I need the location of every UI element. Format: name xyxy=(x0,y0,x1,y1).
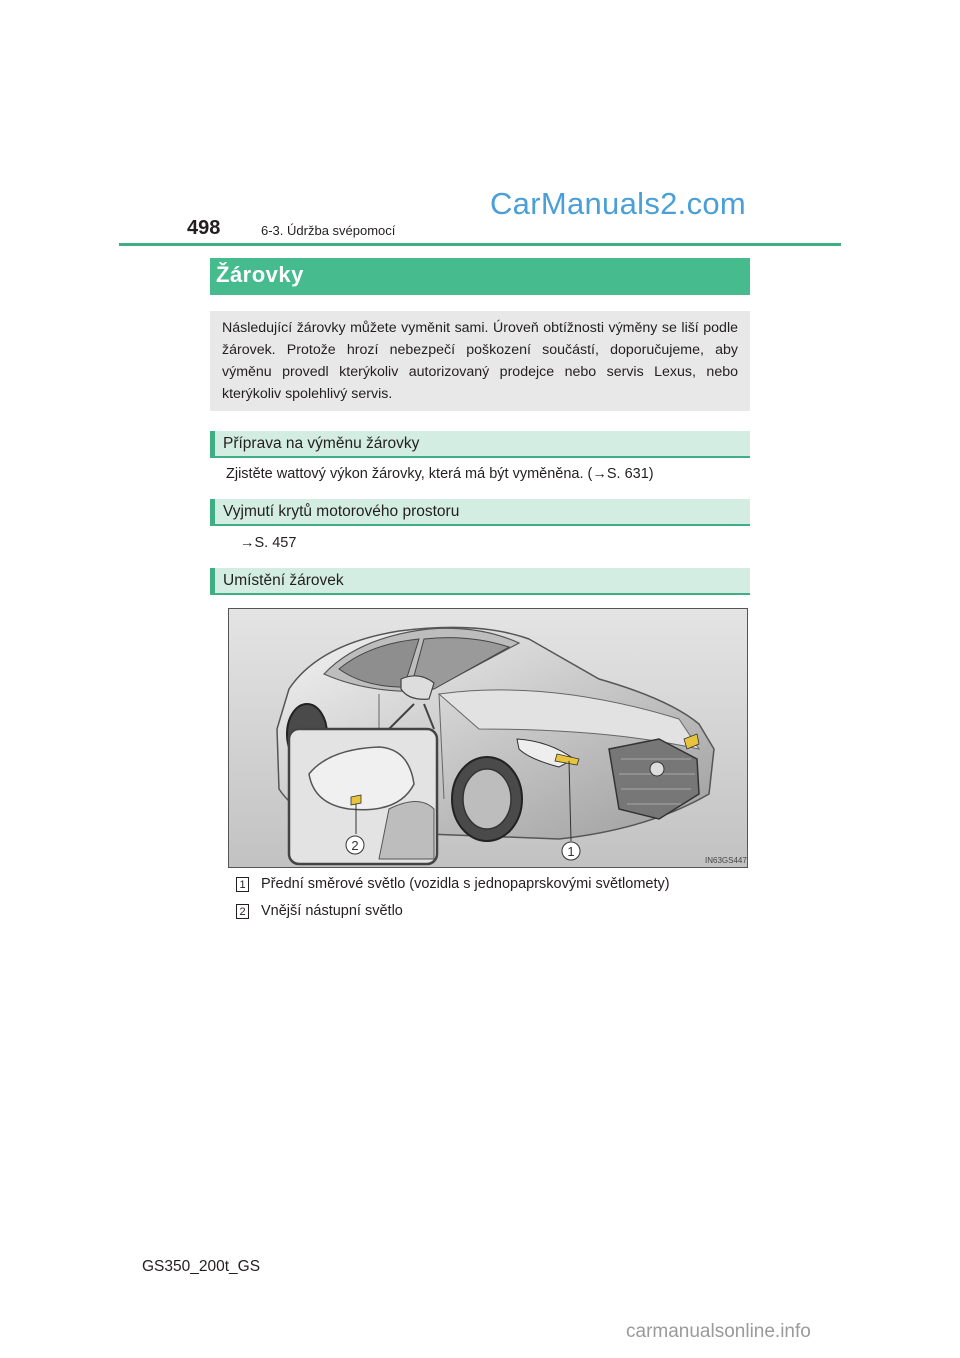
watermark-top[interactable]: CarManuals2.com xyxy=(490,186,747,221)
subsection-title-covers: Vyjmutí krytů motorového prostoru xyxy=(223,503,460,520)
subsection-title-preparation: Příprava na výměnu žárovky xyxy=(223,435,420,452)
section-title: 6-3. Údržba svépomocí xyxy=(261,223,396,238)
callout-2: 2 xyxy=(351,838,359,853)
preparation-text: Zjistěte wattový výkon žárovky, která má být vyměněna. (→S. 631) xyxy=(226,466,654,482)
legend-text-1: Přední směrové světlo (vozidla s jednopaprskovými světlomety) xyxy=(261,876,670,892)
intro-text: Následující žárovky můžete vyměnit sami. Úroveň obtížnosti výměny se liší podle žárovek. Protože hrozí nebezpečí poškození součástí, doporučujeme, aby výměnu provedl kterýkoliv autorizovaný prodejce nebo servis Lexus, nebo kterýkoliv spolehlivý servis. xyxy=(222,320,738,402)
watermark-bottom[interactable]: carmanualsonline.info xyxy=(626,1321,811,1342)
legend-badge-1: 1 xyxy=(236,877,249,892)
figure-code: IN63GS447 xyxy=(705,856,747,865)
subsection-title-locations: Umístění žárovek xyxy=(223,572,344,589)
header-rule xyxy=(119,243,841,246)
callout-1: 1 xyxy=(567,844,575,859)
covers-reference: →S. 457 xyxy=(240,535,297,551)
legend-text-2: Vnější nástupní světlo xyxy=(261,903,403,919)
bulb-location-figure xyxy=(228,608,748,868)
main-title: Žárovky xyxy=(216,262,304,287)
legend-badge-2: 2 xyxy=(236,904,249,919)
page-number: 498 xyxy=(187,217,221,239)
car-illustration xyxy=(229,609,747,867)
model-code: GS350_200t_GS xyxy=(142,1258,261,1275)
